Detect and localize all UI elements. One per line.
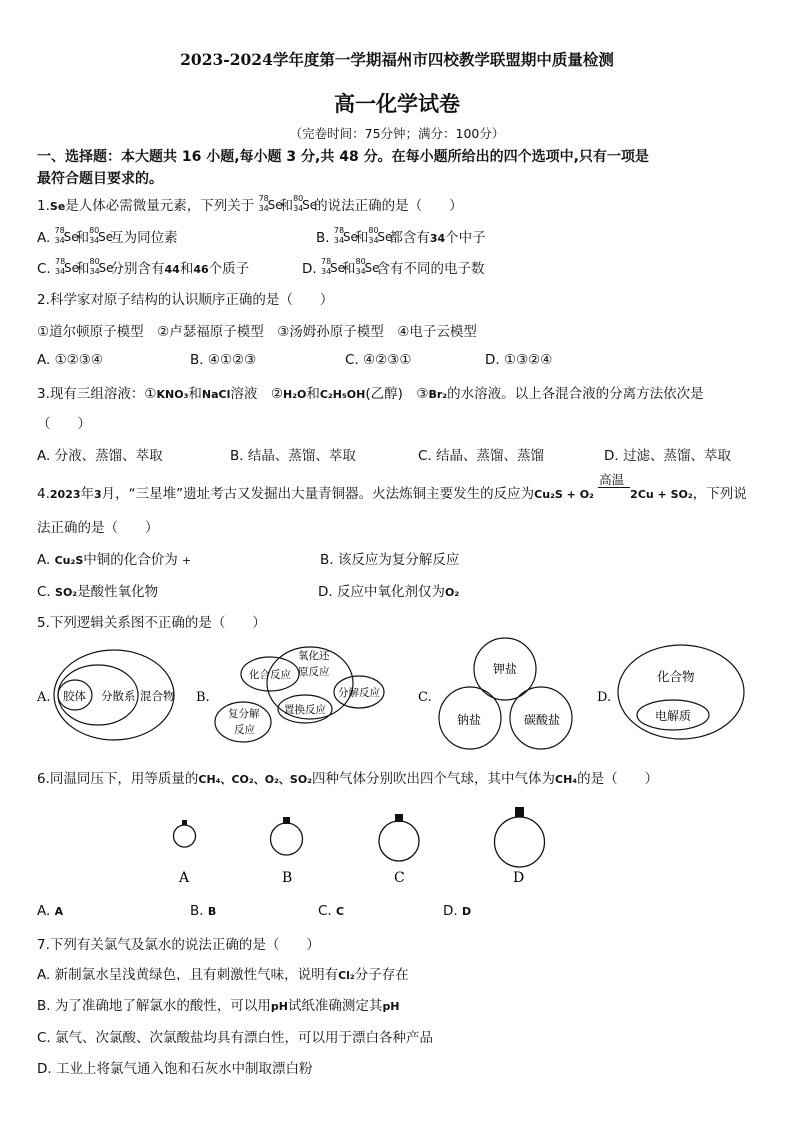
question-2-stem: 2.科学家对原子结构的认识顺序正确的是（ ）	[37, 292, 334, 308]
balloon-b-label: B	[282, 870, 293, 886]
question-2-option-d[interactable]: D. ①③②④	[485, 352, 553, 368]
question-6-option-b[interactable]: B. B	[190, 903, 217, 919]
reaction-condition: 高温	[598, 484, 630, 498]
section-instructions-line2: 最符合题目要求的。	[37, 171, 163, 187]
question-7-option-d[interactable]: D. 工业上将氯气通入饱和石灰水中制取漂白粉	[37, 1061, 313, 1077]
diagram-b-double-text1: 复分解	[228, 708, 260, 720]
question-1-option-c[interactable]: C. 78 34 Se 和 80 34 Se 分别含有44和46个质子	[37, 257, 250, 277]
diagram-c-carbonate-text: 碳酸盐	[524, 713, 561, 727]
question-3-option-b[interactable]: B. 结晶、蒸馏、萃取	[230, 448, 356, 464]
balloon-d	[495, 807, 545, 886]
question-3-stem: 3.现有三组溶液：①KNO₃和NaCl溶液 ②H₂O和C₂H₅OH(乙醇) ③Br₂的水溶液。以上各混合液的分离方法依次是	[37, 386, 704, 402]
balloon-c	[379, 814, 419, 886]
question-4-option-d[interactable]: D. 反应中氧化剂仅为O₂	[318, 584, 460, 600]
diagram-d-compound-text: 化合物	[657, 669, 695, 684]
question-7-stem: 7.下列有关氯气及氯水的说法正确的是（ ）	[37, 937, 320, 953]
diagram-d-electrolyte-text: 电解质	[655, 709, 692, 723]
diagram-c-label: C.	[418, 690, 432, 705]
diagram-b-label: B.	[196, 690, 210, 705]
diagram-b-combination-text: 化合反应	[249, 669, 291, 681]
diagram-b-redox-text1: 氧化还	[298, 650, 330, 662]
diagram-a-colloid: 胶体	[63, 689, 86, 703]
question-3-option-c[interactable]: C. 结晶、蒸馏、蒸馏	[418, 448, 545, 464]
exam-header-title: 2023-2024学年度第一学期福州市四校教学联盟期中质量检测	[180, 50, 614, 69]
diagram-d-label: D.	[597, 690, 612, 705]
question-4-stem: 4.2023年3月，“三星堆”遗址考古又发掘出大量青铜器。火法炼铜主要发生的反应为Cu₂S + O₂ 高温 2Cu + SO₂，下列说	[37, 472, 747, 502]
diagram-b-decomposition-text: 分解反应	[338, 687, 380, 699]
diagram-a-label: A.	[37, 690, 51, 705]
question-6-option-d[interactable]: D. D	[443, 903, 472, 919]
question-3-option-d[interactable]: D. 过滤、蒸馏、萃取	[604, 448, 731, 464]
question-5-stem: 5.下列逻辑关系图不正确的是（ ）	[37, 615, 266, 631]
question-1-option-d[interactable]: D. 78 34 Se 和 80 34 Se 含有不同的电子数	[302, 257, 485, 277]
question-1-option-b[interactable]: B. 78 34 Se 和 80 34 Se 都含有34个中子	[316, 226, 486, 246]
question-6-balloons	[0, 800, 794, 890]
exam-subject-title: 高一化学试卷	[334, 91, 460, 116]
diagram-b-displacement-text: 置换反应	[284, 704, 326, 716]
question-4-stem-cont: 法正确的是（ ）	[37, 520, 159, 536]
question-7-option-c[interactable]: C. 氯气、次氯酸、次氯酸盐均具有漂白性，可以用于漂白各种产品	[37, 1030, 434, 1046]
question-3-option-a[interactable]: A. 分液、蒸馏、萃取	[37, 448, 163, 464]
diagram-d-compound	[618, 645, 744, 739]
question-7-option-a[interactable]: A. 新制氯水呈浅黄绿色，且有刺激性气味，说明有Cl₂分子存在	[37, 967, 409, 983]
question-4-option-c[interactable]: C. SO₂是酸性氧化物	[37, 584, 159, 600]
balloon-a	[174, 820, 196, 886]
question-6-stem: 6.同温同压下，用等质量的CH₄、CO₂、O₂、SO₂四种气体分别吹出四个气球，其中气体为CH₄的是（ ）	[37, 771, 659, 787]
question-2-items: ①道尔顿原子模型 ②卢瑟福原子模型 ③汤姆孙原子模型 ④电子云模型	[37, 324, 477, 340]
question-4-option-b[interactable]: B. 该反应为复分解反应	[320, 552, 460, 568]
diagram-c-sodium-text: 钠盐	[457, 713, 482, 727]
section-instructions-line1: 一、选择题：本大题共 16 小题,每小题 3 分,共 48 分。在每小题所给出的四个选项中,只有一项是	[37, 149, 649, 165]
diagram-b-double-text2: 反应	[234, 724, 255, 736]
balloon-b	[271, 817, 303, 886]
question-6-option-a[interactable]: A. A	[37, 903, 64, 919]
question-5-diagrams	[0, 636, 794, 756]
question-2-option-b[interactable]: B. ④①②③	[190, 352, 257, 368]
question-2-option-a[interactable]: A. ①②③④	[37, 352, 103, 368]
balloon-a-label: A	[179, 870, 190, 886]
question-2-option-c[interactable]: C. ④②③①	[345, 352, 412, 368]
exam-meta: （完卷时间：75分钟；满分：100分）	[289, 126, 505, 141]
question-6-option-c[interactable]: C. C	[318, 903, 345, 919]
balloon-c-label: C	[394, 870, 405, 886]
diagram-a-mixture: 混合物	[140, 689, 175, 703]
balloon-d-label: D	[513, 870, 525, 886]
diagram-b-redox-text2: 原反应	[298, 666, 330, 678]
question-7-option-b[interactable]: B. 为了准确地了解氯水的酸性，可以用pH试纸准确测定其pH	[37, 998, 400, 1014]
question-1-option-a[interactable]: A. 78 34 Se 和 80 34 Se 互为同位素	[37, 226, 178, 246]
diagram-c-potassium-text: 钾盐	[493, 662, 518, 676]
question-1-stem: 1.Se是人体必需微量元素，下列关于 78 34 Se 和 80 34 Se 的说法正确的是（ ）	[37, 194, 463, 214]
question-4-option-a[interactable]: A. Cu₂S中铜的化合价为 +	[37, 552, 192, 568]
question-3-paren: （ ）	[37, 416, 91, 432]
diagram-a-dispersion: 分散系	[101, 689, 136, 703]
